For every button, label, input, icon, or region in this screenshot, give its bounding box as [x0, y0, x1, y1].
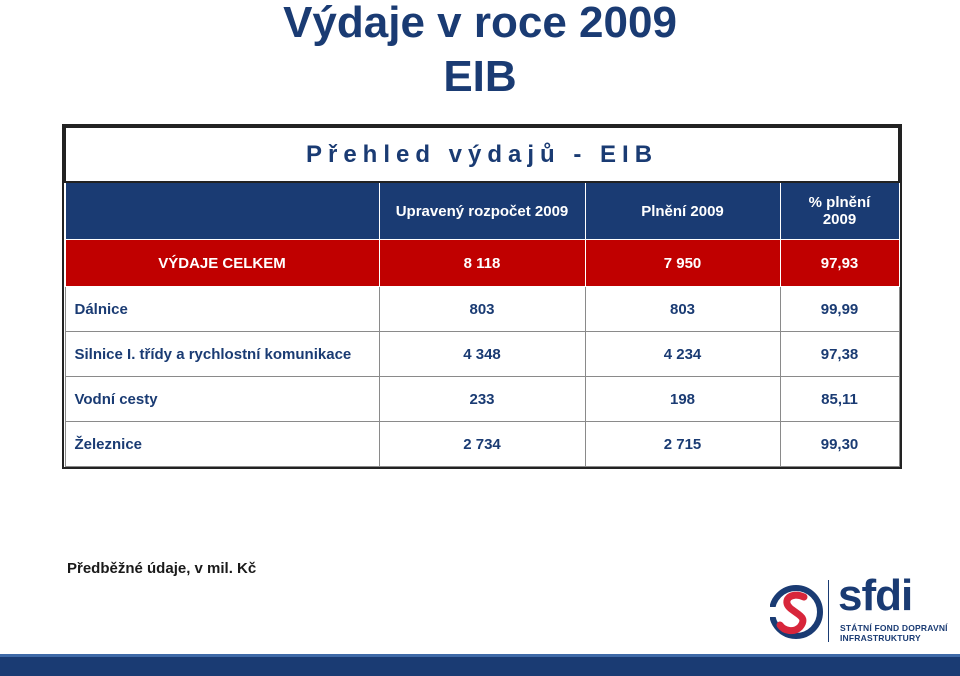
header-budget: Upravený rozpočet 2009 — [379, 182, 585, 240]
page-title: Výdaje v roce 2009 — [283, 0, 677, 47]
row-budget: 2 734 — [379, 422, 585, 467]
row-pct: 85,11 — [780, 377, 899, 422]
row-budget: 803 — [379, 287, 585, 332]
logo-subtitle-line1: STÁTNÍ FOND DOPRAVNÍ — [840, 623, 948, 633]
footnote: Předběžné údaje, v mil. Kč — [67, 560, 257, 577]
table-row — [65, 287, 899, 332]
total-actual: 7 950 — [585, 240, 780, 287]
total-budget: 8 118 — [379, 240, 585, 287]
table-row — [65, 332, 899, 377]
row-pct: 99,99 — [780, 287, 899, 332]
row-label: Železnice — [65, 422, 379, 467]
row-pct: 99,30 — [780, 422, 899, 467]
expenditure-table — [64, 126, 900, 467]
total-pct: 97,93 — [780, 240, 899, 287]
logo-subtitle — [840, 623, 948, 643]
table-row — [65, 377, 899, 422]
table-row — [65, 422, 899, 467]
row-budget: 233 — [379, 377, 585, 422]
header-pct: % plnění 2009 — [780, 182, 899, 240]
header-actual: Plnění 2009 — [585, 182, 780, 240]
logo-divider — [828, 580, 829, 642]
row-pct: 97,38 — [780, 332, 899, 377]
row-actual: 803 — [585, 287, 780, 332]
total-label: VÝDAJE CELKEM — [65, 240, 379, 287]
footer-bar — [0, 654, 960, 676]
header-empty — [65, 182, 379, 240]
row-budget: 4 348 — [379, 332, 585, 377]
row-actual: 2 715 — [585, 422, 780, 467]
logo-subtitle-line2: INFRASTRUKTURY — [840, 633, 921, 643]
logo-wordmark: sfdi — [838, 571, 913, 620]
table-caption-row — [65, 127, 899, 182]
footer-stripe — [0, 654, 960, 657]
total-row — [65, 240, 899, 287]
row-actual: 4 234 — [585, 332, 780, 377]
row-actual: 198 — [585, 377, 780, 422]
page-subtitle: EIB — [443, 52, 517, 101]
row-label: Dálnice — [65, 287, 379, 332]
row-label: Silnice I. třídy a rychlostní komunikace — [65, 332, 379, 377]
row-label: Vodní cesty — [65, 377, 379, 422]
table-caption: Přehled výdajů - EIB — [65, 127, 899, 182]
table-header-row — [65, 182, 899, 240]
